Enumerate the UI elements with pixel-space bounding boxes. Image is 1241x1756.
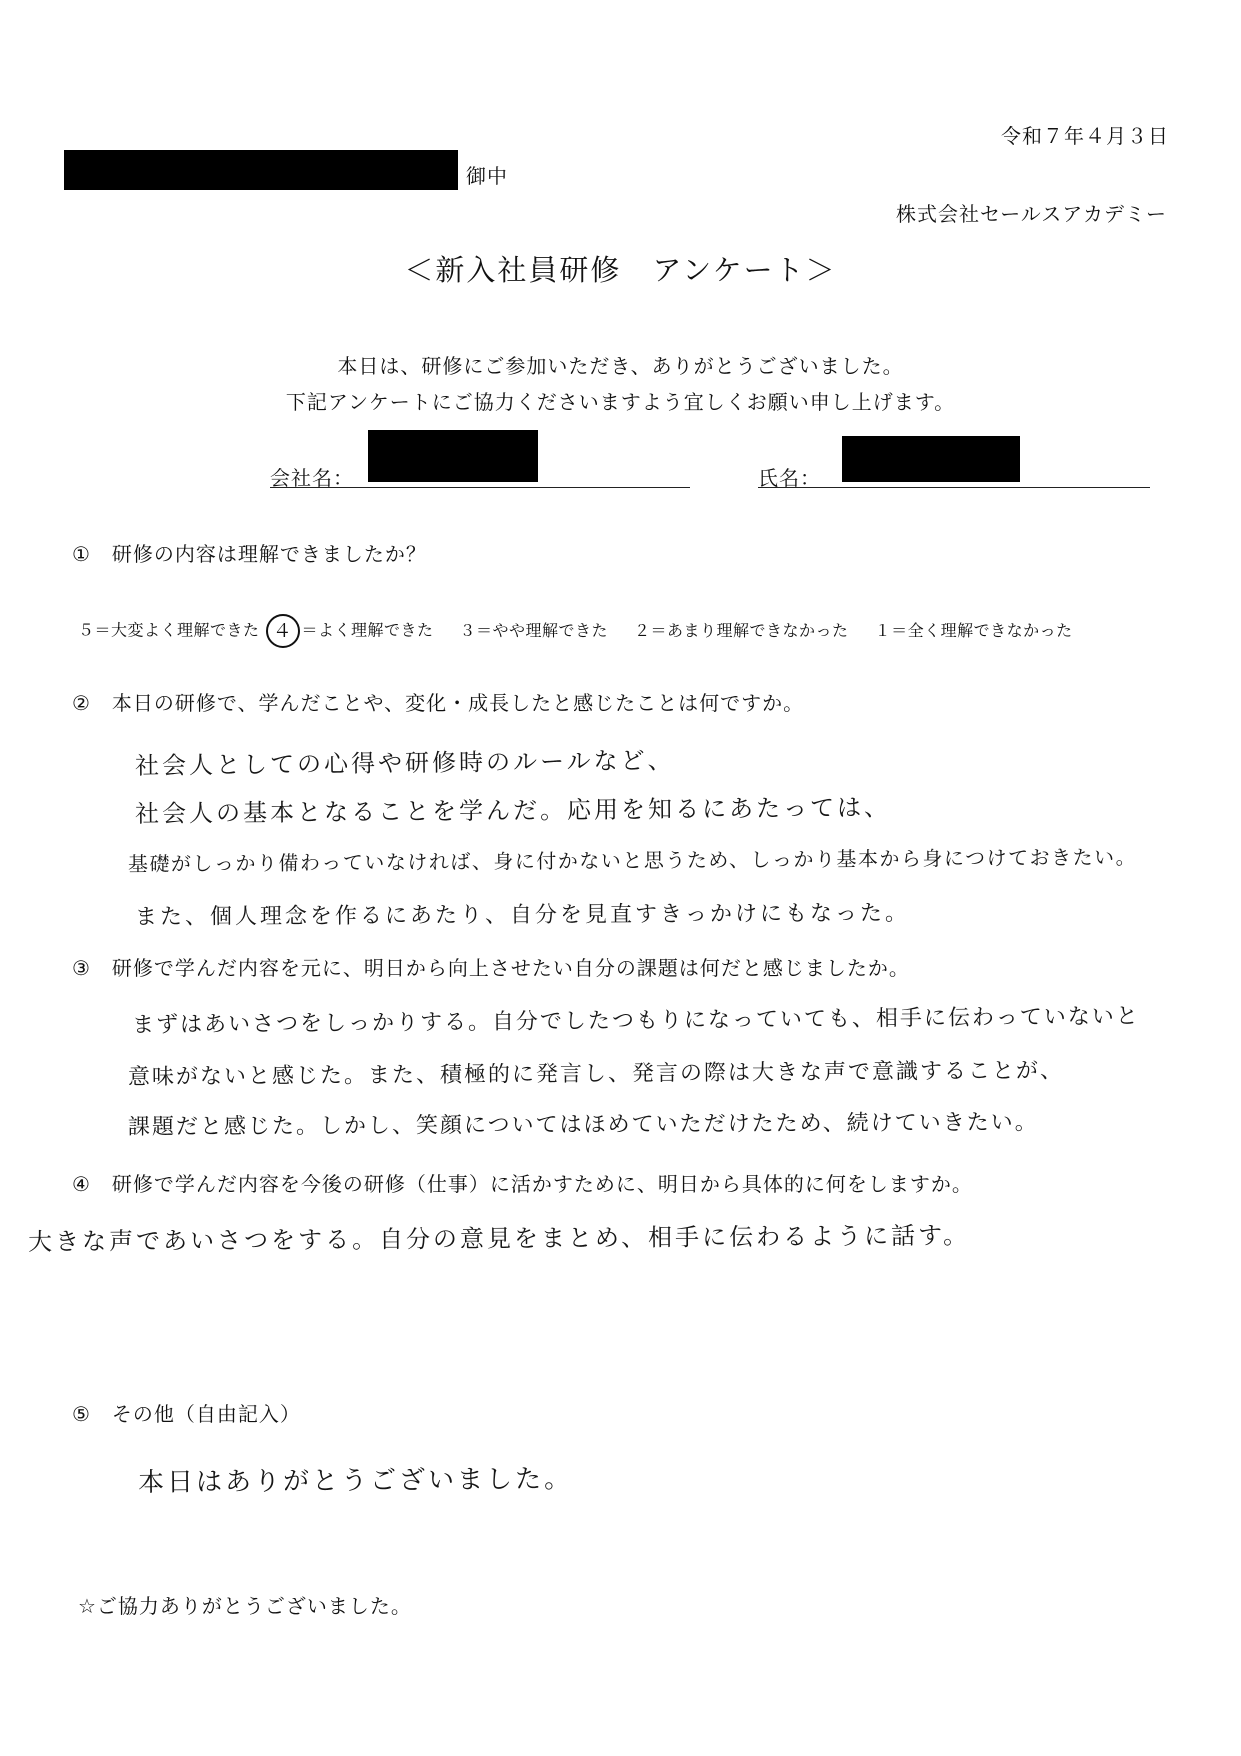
redacted-company-name bbox=[368, 430, 538, 482]
document-title: ＜新入社員研修 アンケート＞ bbox=[404, 253, 837, 287]
answer-2-line-4: また、個人理念を作るにあたり、自分を見直すきっかけにもなった。 bbox=[134, 900, 911, 930]
company-label: 会社名： bbox=[270, 466, 354, 490]
name-underline bbox=[758, 487, 1150, 488]
rating-option-2: ２＝あまり理解できなかった bbox=[634, 620, 849, 640]
recipient-suffix: 御中 bbox=[466, 164, 508, 188]
answer-3-line-3: 課題だと感じた。しかし、笑顔についてはほめていただけたため、続けていきたい。 bbox=[127, 1110, 1039, 1140]
rating-option-3: ３＝やや理解できた bbox=[459, 620, 609, 640]
company-underline bbox=[270, 487, 690, 488]
rating-option-1: １＝全く理解できなかった bbox=[874, 620, 1073, 640]
intro-line-1: 本日は、研修にご参加いただき、ありがとうございました。 bbox=[337, 354, 904, 378]
question-1: ① 研修の内容は理解できましたか？ bbox=[72, 542, 427, 566]
rating-option-5: ５＝大変よく理解できた bbox=[78, 620, 260, 640]
answer-2-line-1: 社会人としての心得や研修時のルールなど、 bbox=[134, 746, 675, 780]
redacted-person-name bbox=[842, 436, 1020, 482]
answer-2-line-2: 社会人の基本となることを学んだ。応用を知るにあたっては、 bbox=[134, 793, 892, 828]
redacted-recipient bbox=[64, 150, 458, 190]
question-2: ② 本日の研修で、学んだことや、変化・成長したと感じたことは何ですか。 bbox=[72, 691, 805, 715]
answer-3-line-2: 意味がないと感じた。また、積極的に発言し、発言の際は大きな声で意識することが、 bbox=[127, 1058, 1065, 1090]
question-3: ③ 研修で学んだ内容を元に、明日から向上させたい自分の課題は何だと感じましたか。 bbox=[72, 956, 910, 980]
rating-scale bbox=[78, 614, 1073, 648]
answer-5-line-1: 本日はありがとうございました。 bbox=[137, 1464, 574, 1498]
answer-4-line-1: 大きな声であいさつをする。自分の意見をまとめ、相手に伝わるように話す。 bbox=[27, 1221, 971, 1256]
thank-you-footer: ☆ご協力ありがとうございました。 bbox=[78, 1594, 412, 1618]
answer-3-line-1: まずはあいさつをしっかりする。自分でしたつもりになっていても、相手に伝わっていないと bbox=[131, 1004, 1140, 1038]
name-label: 氏名： bbox=[758, 466, 821, 490]
rating-option-4-label: ＝よく理解できた bbox=[301, 620, 434, 640]
document-date: 令和７年４月３日 bbox=[1001, 124, 1169, 148]
answer-2-line-3: 基礎がしっかり備わっていなければ、身に付かないと思うため、しっかり基本から身につけておきたい。 bbox=[127, 844, 1138, 876]
question-4: ④ 研修で学んだ内容を今後の研修（仕事）に活かすために、明日から具体的に何をしますか。 bbox=[72, 1172, 973, 1196]
intro-line-2: 下記アンケートにご協力くださいますよう宜しくお願い申し上げます。 bbox=[285, 390, 956, 414]
rating-option-4-number: ４ bbox=[266, 614, 300, 648]
issuer-company: 株式会社セールスアカデミー bbox=[896, 202, 1167, 226]
question-5: ⑤ その他（自由記入） bbox=[72, 1402, 301, 1426]
